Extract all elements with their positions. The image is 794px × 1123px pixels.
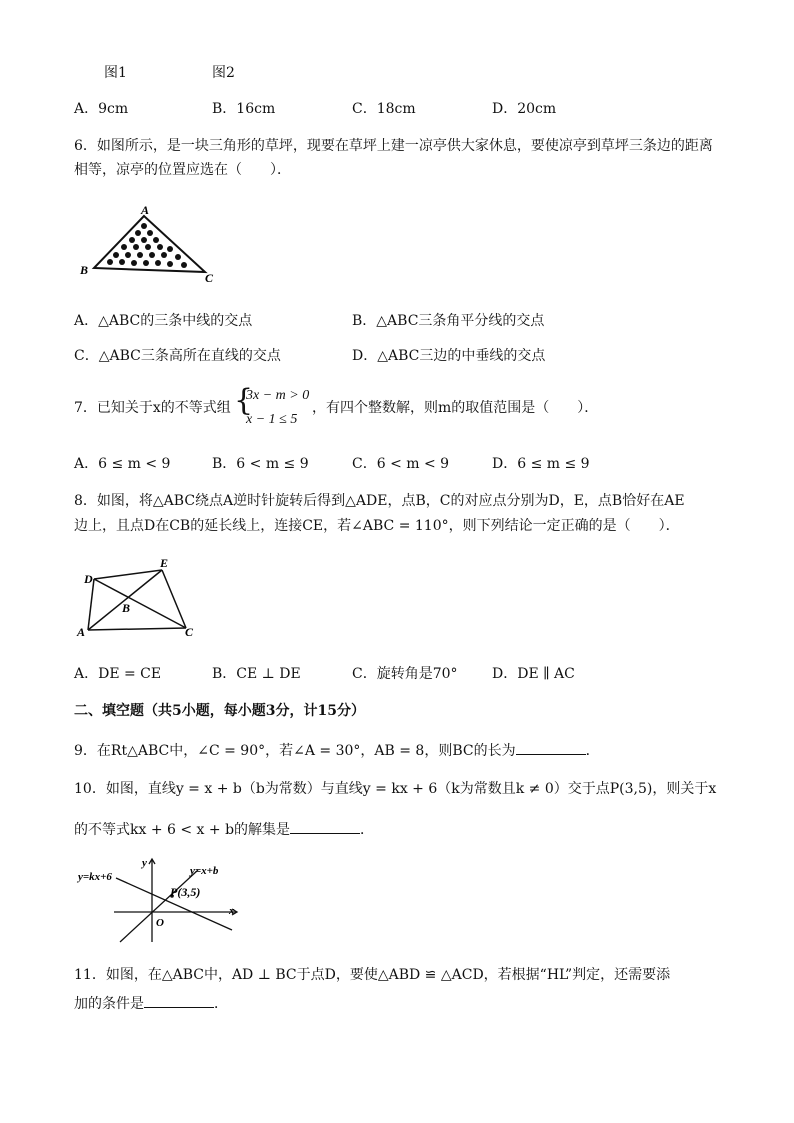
q9-answer-blank[interactable] bbox=[516, 740, 586, 755]
q5-option-a: A．9cm bbox=[74, 101, 129, 117]
q10-label-point: P(3,5) bbox=[170, 885, 201, 899]
q6-stem-line1: 6．如图所示，是一块三角形的草坪，现要在草坪上建一凉亭供大家休息，要使凉亭到草坪三条边的距离 bbox=[74, 138, 713, 154]
q8-option-c: C．旋转角是70° bbox=[352, 666, 458, 682]
q10-answer-blank[interactable] bbox=[290, 819, 360, 834]
q6-option-d: D．△ABC三边的中垂线的交点 bbox=[352, 348, 546, 364]
q7-option-b: B．6 < m ≤ 9 bbox=[212, 456, 309, 472]
q6-stem-line2: 相等，凉亭的位置应选在（ ）． bbox=[74, 162, 291, 178]
q7-option-c: C．6 < m < 9 bbox=[352, 456, 450, 472]
q8-label-e: E bbox=[160, 556, 169, 570]
q10-stem-line2-text: 的不等式kx + 6 < x + b的解集是 bbox=[74, 822, 291, 838]
q8-option-d: D．DE ∥ AC bbox=[492, 666, 575, 682]
q6-triangle-figure bbox=[72, 202, 222, 284]
figure-2-label: 图2 bbox=[212, 65, 235, 81]
q8-rotation-figure bbox=[74, 552, 204, 640]
q8-option-a: A．DE = CE bbox=[74, 666, 162, 682]
q7-stem-pre: 7．已知关于x的不等式组 bbox=[74, 400, 231, 416]
q9-stem-text: 9．在Rt△ABC中，∠C = 90°，若∠A = 30°，AB = 8，则BC的长为 bbox=[74, 743, 516, 759]
q6-label-c: C bbox=[205, 271, 214, 284]
q8-label-b: B bbox=[122, 601, 131, 615]
q11-stem-line2-text: 加的条件是 bbox=[74, 996, 144, 1012]
q9-end: ． bbox=[585, 743, 600, 759]
q6-label-a: A bbox=[141, 203, 150, 217]
q7-stem-post: ，有四个整数解，则m的取值范围是（ ）． bbox=[312, 400, 599, 416]
q10-stem-line2 bbox=[74, 819, 374, 837]
q10-label-x: x bbox=[229, 905, 235, 917]
q5-option-b: B．16cm bbox=[212, 101, 276, 117]
q7-brace: { bbox=[234, 383, 254, 418]
figure-1-label: 图1 bbox=[104, 65, 127, 81]
q8-label-d: D bbox=[84, 572, 93, 586]
q8-label-c: C bbox=[185, 625, 194, 639]
q11-stem-line2 bbox=[74, 993, 228, 1011]
section-2-title: 二、填空题（共5小题，每小题3分，计15分） bbox=[74, 703, 365, 719]
q6-label-b: B bbox=[80, 263, 89, 277]
q10-stem-line1: 10．如图，直线y = x + b（b为常数）与直线y = kx + 6（k为常数且k ≠ 0）交于点P(3,5)，则关于x bbox=[74, 781, 717, 797]
q6-option-a: A．△ABC的三条中线的交点 bbox=[74, 313, 253, 329]
q8-stem-line2: 边上，且点D在CB的延长线上，连接CE，若∠ABC = 110°，则下列结论一定正确的是（ ）． bbox=[74, 518, 680, 534]
q7-option-a: A．6 ≤ m < 9 bbox=[74, 456, 171, 472]
q11-answer-blank[interactable] bbox=[144, 993, 214, 1008]
q10-graph-figure bbox=[74, 856, 244, 944]
q10-label-line1: y=kx+6 bbox=[78, 871, 112, 883]
q8-stem-line1: 8．如图，将△ABC绕点A逆时针旋转后得到△ADE，点B，C的对应点分别为D，E，点B恰好在AE bbox=[74, 493, 685, 509]
q8-option-b: B．CE ⊥ DE bbox=[212, 666, 301, 682]
q11-end: ． bbox=[214, 996, 228, 1012]
q6-option-c: C．△ABC三条高所在直线的交点 bbox=[74, 348, 281, 364]
q11-stem-line1: 11．如图，在△ABC中，AD ⊥ BC于点D，要使△ABD ≌ △ACD，若根据“HL”判定，还需要添 bbox=[74, 967, 671, 983]
q10-label-line2: y=x+b bbox=[190, 865, 219, 877]
q7-option-d: D．6 ≤ m ≤ 9 bbox=[492, 456, 590, 472]
q7-system-line2: x − 1 ≤ 5 bbox=[246, 412, 298, 427]
q10-label-y: y bbox=[142, 857, 147, 869]
q6-option-b: B．△ABC三条角平分线的交点 bbox=[352, 313, 545, 329]
q9-stem bbox=[74, 740, 600, 758]
q5-option-c: C．18cm bbox=[352, 101, 416, 117]
q7-system-line1: 3x − m > 0 bbox=[246, 388, 310, 403]
q8-label-a: A bbox=[77, 625, 86, 639]
q10-end: ． bbox=[360, 822, 375, 838]
q10-label-origin: O bbox=[156, 917, 164, 929]
q5-option-d: D．20cm bbox=[492, 101, 557, 117]
